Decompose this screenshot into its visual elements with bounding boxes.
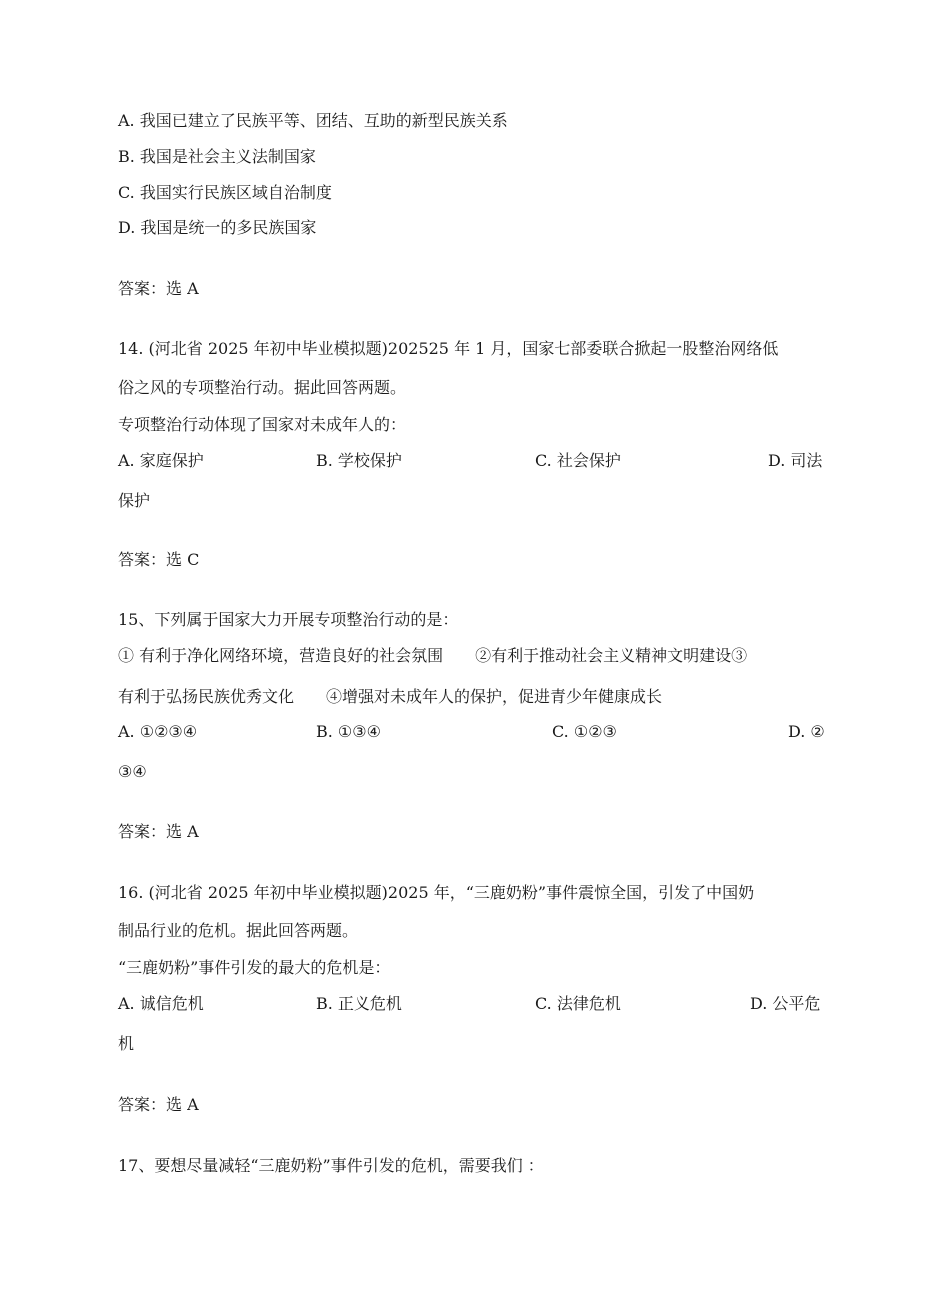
q15-items-line1: ① 有利于净化网络环境，营造良好的社会氛围 ②有利于推动社会主义精神文明建设③ [118, 646, 748, 665]
q14-option-d-continued: 保护 [118, 491, 151, 510]
q16-stem-line1: 16. (河北省 2025 年初中毕业模拟题)2025 年，“三鹿奶粉”事件震惊全国，引发了中国奶 [118, 883, 755, 902]
q14-answer: 答案：选 C [118, 550, 200, 569]
q15-option-b: B. ①③④ [316, 722, 381, 741]
q17-stem: 17、要想尽量减轻“三鹿奶粉”事件引发的危机，需要我们 ： [118, 1156, 544, 1175]
q14-stem-line1: 14. (河北省 2025 年初中毕业模拟题)202525 年 1 月，国家七部委联合掀起一股整治网络低 [118, 339, 779, 358]
q16-option-a: A. 诚信危机 [118, 994, 204, 1013]
q15-answer: 答案：选 A [118, 822, 199, 841]
q14-option-c: C. 社会保护 [535, 451, 621, 470]
q15-option-d-continued: ③④ [118, 762, 147, 781]
q14-stem-line2: 俗之风的专项整治行动。据此回答两题。 [118, 378, 407, 397]
q16-stem-line2: 制品行业的危机。据此回答两题。 [118, 921, 359, 940]
q15-option-a: A. ①②③④ [118, 722, 198, 741]
q16-question: “三鹿奶粉”事件引发的最大的危机是： [118, 958, 391, 977]
q16-option-d: D. 公平危 [750, 994, 821, 1013]
q14-option-b: B. 学校保护 [316, 451, 402, 470]
q15-option-d: D. ② [788, 722, 825, 741]
q13-option-d: D. 我国是统一的多民族国家 [118, 218, 317, 237]
q15-items-line2: 有利于弘扬民族优秀文化 ④增强对未成年人的保护，促进青少年健康成长 [118, 687, 663, 706]
q14-option-d: D. 司法 [768, 451, 823, 470]
q16-answer: 答案：选 A [118, 1095, 199, 1114]
q13-answer: 答案：选 A [118, 279, 199, 298]
q16-option-d-continued: 机 [118, 1034, 135, 1053]
q15-option-c: C. ①②③ [552, 722, 617, 741]
q14-question: 专项整治行动体现了国家对未成年人的： [118, 415, 407, 434]
q16-option-c: C. 法律危机 [535, 994, 621, 1013]
q16-option-b: B. 正义危机 [316, 994, 402, 1013]
q13-option-c: C. 我国实行民族区域自治制度 [118, 183, 332, 202]
q14-option-a: A. 家庭保护 [118, 451, 204, 470]
q15-stem: 15、下列属于国家大力开展专项整治行动的是： [118, 610, 459, 629]
q13-option-b: B. 我国是社会主义法制国家 [118, 147, 316, 166]
q13-option-a: A. 我国已建立了民族平等、团结、互助的新型民族关系 [118, 111, 508, 130]
